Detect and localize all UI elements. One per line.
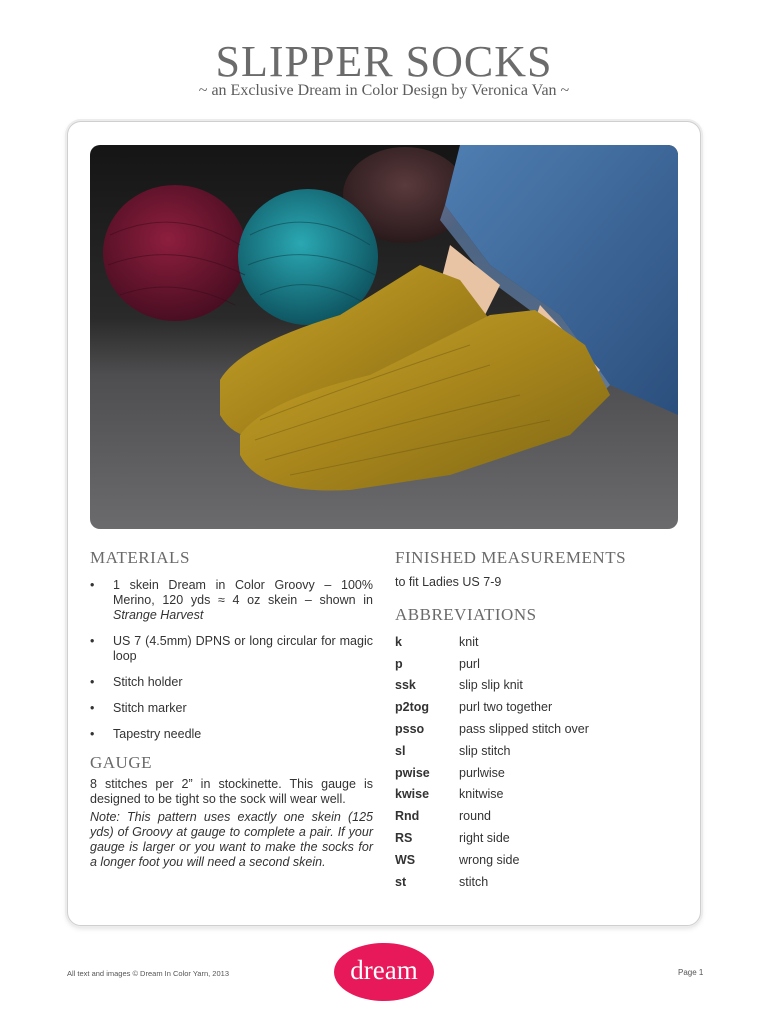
list-item: [90, 675, 373, 690]
abbr-meaning: stitch: [459, 874, 489, 889]
colorway-name: Strange Harvest: [113, 608, 204, 622]
material-item-text: US 7 (4.5mm) DPNS or long circular for magic loop: [113, 634, 373, 663]
abbr-term: p: [395, 656, 403, 671]
abbr-meaning: wrong side: [459, 852, 520, 867]
abbr-term: k: [395, 634, 402, 649]
bullet: •: [90, 578, 95, 592]
abbr-meaning: purl: [459, 656, 480, 671]
table-row: [395, 784, 589, 806]
abbr-meaning: slip stitch: [459, 743, 511, 758]
page-number: Page 1: [678, 968, 704, 977]
table-row: [395, 805, 589, 827]
abbr-meaning: round: [459, 809, 491, 824]
abbr-meaning: slip slip knit: [459, 678, 523, 693]
material-item-text: Tapestry needle: [113, 727, 202, 741]
table-row: [395, 871, 589, 893]
abbr-meaning: knitwise: [459, 787, 504, 802]
abbr-term: psso: [395, 722, 425, 737]
bullet: •: [90, 634, 95, 648]
materials-heading: MATERIALS: [90, 548, 190, 567]
gauge-heading: GAUGE: [90, 753, 152, 772]
abbr-term: st: [395, 874, 407, 889]
abbreviations-table: [395, 631, 589, 893]
gauge-text: 8 stitches per 2” in stockinette. This gauge is designed to be tight so the sock will wear well.: [90, 777, 373, 806]
page-title: SLIPPER SOCKS: [215, 37, 553, 86]
abbr-term: RS: [395, 831, 413, 846]
right-column: [395, 548, 685, 893]
table-row: [395, 718, 589, 740]
table-row: [395, 762, 589, 784]
abbr-term: WS: [395, 852, 416, 867]
list-item: [90, 727, 373, 742]
material-item-text: Stitch marker: [113, 701, 187, 715]
list-item: [90, 578, 373, 623]
abbr-meaning: right side: [459, 831, 510, 846]
abbr-term: pwise: [395, 765, 430, 780]
table-row: [395, 653, 589, 675]
abbr-term: sl: [395, 743, 406, 758]
table-row: [395, 631, 589, 653]
logo-text: dream: [350, 954, 418, 985]
bullet: •: [90, 675, 95, 689]
table-row: [395, 675, 589, 697]
gauge-note: Note: This pattern uses exactly one skein (125 yds) of Groovy at gauge to complete a pair. If your gauge is larger or you want to make the socks for a longer foot you will need a second skein.: [90, 810, 373, 869]
table-row: [395, 827, 589, 849]
copyright-text: All text and images © Dream In Color Yarn, 2013: [67, 969, 229, 978]
photo-illustration: [90, 145, 678, 529]
abbreviations-heading: ABBREVIATIONS: [395, 605, 537, 624]
table-row: [395, 740, 589, 762]
material-item-text: 1 skein Dream in Color Groovy – 100% Merino, 120 yds ≈ 4 oz skein – shown in: [113, 578, 373, 607]
materials-list: [90, 578, 373, 742]
abbr-meaning: purl two together: [459, 700, 553, 715]
dream-logo: [334, 943, 434, 1001]
finished-measurements-text: to fit Ladies US 7-9: [395, 575, 502, 589]
table-row: [395, 696, 589, 718]
photo-knitted-socks: [90, 145, 678, 529]
material-item-text: Stitch holder: [113, 675, 183, 689]
abbr-term: Rnd: [395, 809, 420, 824]
abbr-term: p2tog: [395, 700, 430, 715]
list-item: [90, 634, 373, 664]
abbr-meaning: knit: [459, 634, 479, 649]
list-item: [90, 701, 373, 716]
bullet: •: [90, 701, 95, 715]
abbr-meaning: purlwise: [459, 765, 505, 780]
abbr-meaning: pass slipped stitch over: [459, 722, 589, 737]
page-subtitle: ~ an Exclusive Dream in Color Design by Veronica Van ~: [198, 82, 570, 99]
bullet: •: [90, 727, 95, 741]
left-column: [90, 548, 373, 870]
finished-measurements-heading: FINISHED MEASUREMENTS: [395, 548, 627, 567]
table-row: [395, 849, 589, 871]
abbr-term: kwise: [395, 787, 430, 802]
abbr-term: ssk: [395, 678, 416, 693]
